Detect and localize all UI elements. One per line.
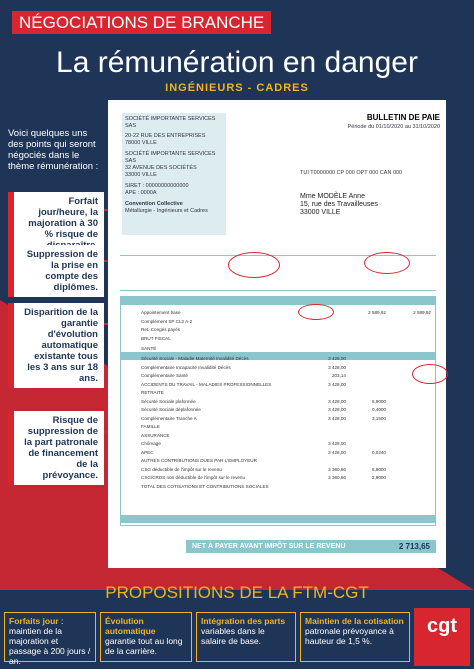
table-cell: CSG déductible de l'impôt sur le revenu xyxy=(141,466,222,472)
proposal-bold: Forfaits jour xyxy=(9,616,59,626)
cgt-logo-text: cgt xyxy=(427,615,457,637)
proposal-text: garantie tout au long de la carrière. xyxy=(105,636,183,656)
table-row xyxy=(141,389,431,398)
highlight-circle xyxy=(298,304,334,320)
net-pay-value: 2 713,65 xyxy=(398,542,430,551)
highlight-circle xyxy=(412,364,448,384)
table-cell: 203,14 xyxy=(331,373,346,378)
table-cell xyxy=(386,432,431,441)
table-cell xyxy=(386,440,431,449)
table-cell xyxy=(346,381,386,390)
proposal-bold: Maintien de la cotisation xyxy=(305,616,404,626)
table-cell: Sécurité Sociale - Maladie Maternité Invalidité Décès xyxy=(141,356,249,361)
table-cell: ACCIDENTS DU TRAVAIL - MALADIES PROFESSIONNELLES xyxy=(141,381,272,387)
proposal-box xyxy=(196,612,296,662)
table-cell xyxy=(386,483,431,492)
table-row xyxy=(141,364,431,373)
proposal-box xyxy=(300,612,410,662)
table-cell xyxy=(386,398,431,407)
table-cell xyxy=(301,457,346,466)
table-cell xyxy=(346,432,386,441)
table-cell: 2 589,92 xyxy=(413,310,431,315)
table-cell: Ret. Congés payés xyxy=(141,327,181,332)
table-row xyxy=(141,355,431,364)
proposal-bold: Évolution automatique xyxy=(105,616,156,636)
table-cell: 3 428,00 xyxy=(328,449,346,455)
table-cell xyxy=(301,326,346,335)
company-name: SOCIÉTÉ IMPORTANTE SERVICES SAS xyxy=(125,116,216,129)
employee-address xyxy=(300,193,378,217)
proposal-text: variables dans le salaire de base. xyxy=(201,626,265,646)
cgt-logo xyxy=(414,608,470,666)
table-cell xyxy=(386,415,431,424)
table-cell: Chômage xyxy=(141,441,161,446)
table-cell: 0,4000 xyxy=(371,407,386,412)
table-row xyxy=(141,318,431,327)
table-cell xyxy=(386,466,431,475)
note-diplomes: Suppression de la prise en compte des diplômes. xyxy=(8,245,104,297)
proposal-text: patronale prévoyance à hauteur de 1,5 %. xyxy=(305,626,394,646)
table-cell: 2 589,92 xyxy=(368,310,386,315)
employee-street: 15, rue des Travailleuses xyxy=(300,201,378,208)
table-cell xyxy=(346,335,386,344)
table-row xyxy=(141,398,431,407)
table-cell xyxy=(346,389,386,398)
table-cell: 0,0240 xyxy=(371,449,386,455)
table-cell xyxy=(346,440,386,449)
net-pay-label: NET À PAYER AVANT IMPÔT SUR LE REVENU xyxy=(192,543,346,550)
table-cell: 6,8000 xyxy=(371,466,386,472)
table-row xyxy=(141,326,431,335)
payslip-ref: TUI T0000000 CP 000 OPT 000 CAN 000 xyxy=(300,170,403,176)
proposal-text: : maintien de la majoration et passage à 200 jours / an. xyxy=(9,616,91,666)
table-row xyxy=(141,381,431,390)
table-cell xyxy=(386,389,431,398)
page-title: La rémunération en danger xyxy=(56,46,418,79)
table-cell xyxy=(386,474,431,483)
table-cell: Sécurité Sociale déplafonnée xyxy=(141,407,201,412)
proposal-box xyxy=(100,612,192,662)
table-row xyxy=(141,440,431,449)
table-cell: SANTÉ xyxy=(141,346,157,351)
highlight-circle xyxy=(228,252,280,278)
table-cell xyxy=(301,483,346,492)
company-address-2: 78000 VILLE xyxy=(125,140,157,146)
table-row xyxy=(141,415,431,424)
table-cell xyxy=(386,449,431,458)
table-cell xyxy=(346,457,386,466)
table-cell: Complémentaire Tranche A xyxy=(141,415,197,421)
employer-line: APE : 0000A xyxy=(125,190,157,196)
table-cell xyxy=(346,326,386,335)
table-cell: 6,9000 xyxy=(371,398,386,404)
table-cell: 3 428,00 xyxy=(328,381,346,387)
table-cell: BRUT FISCAL xyxy=(141,335,171,341)
table-cell: AUTRES CONTRIBUTIONS DUES PAR L'EMPLOYEUR xyxy=(141,458,257,463)
table-cell xyxy=(346,318,386,327)
table-row xyxy=(141,335,431,344)
table-cell xyxy=(346,364,386,373)
table-row xyxy=(141,457,431,466)
table-cell xyxy=(301,335,346,344)
table-row xyxy=(141,343,431,355)
table-cell: 2,9000 xyxy=(371,475,386,480)
table-cell xyxy=(346,423,386,432)
company-address-1: 20-22 RUE DES ENTREPRISES xyxy=(125,133,206,139)
table-cell: 3 428,00 xyxy=(328,441,346,446)
table-cell: Sécurité Sociale plafonnée xyxy=(141,398,196,404)
table-cell: 3 360,56 xyxy=(328,466,346,472)
table-row xyxy=(141,406,431,415)
employer-line: 33000 VILLE xyxy=(125,172,157,178)
table-row xyxy=(141,449,431,458)
employer-line: SIRET : 00000000000000 xyxy=(125,183,189,189)
employer-box xyxy=(122,113,226,235)
table-cell: Complémentaire Incapacité Invalidité Décès xyxy=(141,364,231,370)
table-cell: 3 360,56 xyxy=(328,475,346,480)
table-cell xyxy=(346,355,386,364)
table-cell xyxy=(301,389,346,398)
table-cell xyxy=(386,457,431,466)
table-cell xyxy=(346,483,386,492)
table-cell: FAMILLE xyxy=(141,424,160,429)
table-cell xyxy=(301,343,346,355)
payslip-table xyxy=(120,296,436,526)
table-cell: TOTAL DES COTISATIONS ET CONTRIBUTIONS SOCIALES xyxy=(141,483,269,489)
highlight-circle xyxy=(364,252,410,274)
employer-line: 32 AVENUE DES SOCIÉTÉS xyxy=(125,165,197,171)
table-cell: Complément SP CL2 A-2 xyxy=(141,318,193,324)
note-prevoyance: Risque de suppression de la part patronale de financement de la prévoyance. xyxy=(8,411,104,485)
table-row xyxy=(141,483,431,492)
employer-line: Métallurgie - Ingénieurs et Cadres xyxy=(125,208,208,214)
table-cell xyxy=(301,423,346,432)
table-cell xyxy=(346,372,386,381)
table-row xyxy=(141,466,431,475)
table-cell: ASSURANCE xyxy=(141,432,170,438)
table-row xyxy=(141,423,431,432)
table-cell xyxy=(386,318,431,327)
table-cell: Appointement base xyxy=(141,310,181,315)
payslip-heading: BULLETIN DE PAIE xyxy=(366,113,440,122)
table-rows xyxy=(141,309,431,491)
note-evolution: Disparition de la garantie d'évolution automatique existante tous les 3 ans sur 18 ans. xyxy=(8,303,104,388)
note-forfait: Forfait jour/heure, la majoration à 30 % risque de xyxy=(8,192,104,255)
table-cell xyxy=(386,335,431,344)
table-cell xyxy=(386,343,431,355)
proposal-box xyxy=(4,612,96,666)
table-row xyxy=(141,372,431,381)
table-cell: APEC xyxy=(141,449,154,455)
payslip-period: Période du 01/10/2020 au 31/10/2020 xyxy=(347,124,440,130)
table-row xyxy=(141,474,431,483)
table-cell: CSG/CRDS non déductible de l'impôt sur le revenu xyxy=(141,475,246,480)
table-cell xyxy=(301,432,346,441)
employer-line: Convention Collective xyxy=(125,201,183,207)
page-subtitle: INGÉNIEURS - CADRES xyxy=(165,82,309,94)
table-cell: RETRAITE xyxy=(141,390,164,395)
intro-text: Voici quelques uns des points qui seront négociés dans le thème rémunération : xyxy=(8,128,99,172)
net-pay-bar xyxy=(186,540,436,553)
table-row xyxy=(141,432,431,441)
table-cell: 3 428,00 xyxy=(328,407,346,412)
table-header-bar xyxy=(121,297,435,305)
table-cell: 3 428,00 xyxy=(328,356,346,361)
table-row xyxy=(141,309,431,318)
employee-city: 33000 VILLE xyxy=(300,209,341,216)
table-cell xyxy=(386,326,431,335)
table-cell xyxy=(386,355,431,364)
table-cell xyxy=(386,423,431,432)
banner-title: NÉGOCIATIONS DE BRANCHE xyxy=(12,11,271,34)
table-cell xyxy=(346,343,386,355)
top-banner xyxy=(0,0,474,35)
proposal-bold: Intégration des parts xyxy=(201,616,286,626)
table-cell: 3,1500 xyxy=(371,415,386,421)
employee-name: Mme MODÈLE Anne xyxy=(300,193,365,200)
table-cell: 3 428,00 xyxy=(328,398,346,404)
table-cell: 3 428,00 xyxy=(328,415,346,421)
table-header-bar xyxy=(121,515,435,523)
proposals-title: PROPOSITIONS DE LA FTM-CGT xyxy=(105,583,369,602)
employer-line: SOCIÉTÉ IMPORTANTE SERVICES SAS xyxy=(125,151,216,164)
table-cell: Complémentaire Santé xyxy=(141,373,188,378)
table-cell: 3 428,00 xyxy=(328,364,346,370)
table-cell xyxy=(386,406,431,415)
